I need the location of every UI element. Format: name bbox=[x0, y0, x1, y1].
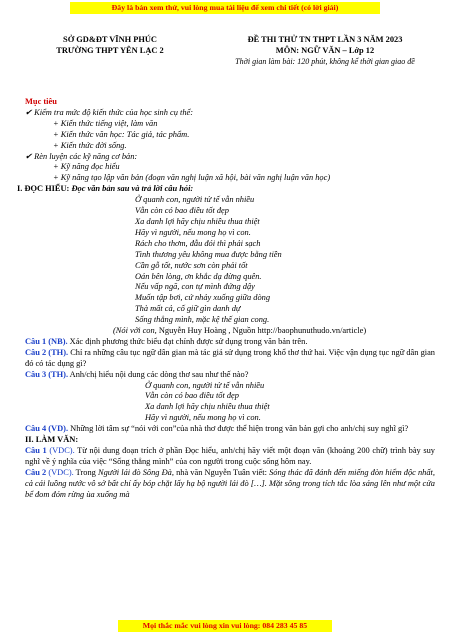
question-label: Câu 1 bbox=[25, 446, 47, 455]
question-text: Chỉ ra những câu tục ngữ dân gian mà tác giả sử dụng trong khổ thơ thứ hai. Việc vận dụng tục ngữ dân gian đó có tác dụng gì? bbox=[25, 347, 435, 368]
objective-subitem: + Kiến thức tiếng việt, làm văn bbox=[53, 118, 158, 128]
contact-footer: Mọi thắc mắc vui lòng xin vui lòng: 084 283 45 85 bbox=[118, 620, 332, 632]
question-text: Trong bbox=[73, 467, 98, 477]
poem-line: Xa danh lợi hãy chịu nhiều thua thiệt bbox=[145, 402, 270, 412]
exam-title: ĐỀ THI THỬ TN THPT LẦN 3 NĂM 2023 bbox=[247, 35, 403, 44]
poem-line: Hãy vì người, nếu mong họ vì con. bbox=[145, 413, 261, 423]
poem-line: Nếu vấp ngã, con tự mình đứng dậy bbox=[135, 282, 255, 292]
source-detail: Nguyễn Huy Hoàng , Nguồn http://baophunuthudo.vn/article) bbox=[156, 326, 367, 336]
question-4 bbox=[25, 424, 435, 435]
poem-line: Cần gỗ tốt, nước sơn còn phải tốt bbox=[135, 260, 248, 270]
question-2 bbox=[25, 348, 435, 370]
reading-instruction: Đọc văn bản sau và trả lời câu hỏi: bbox=[71, 184, 194, 194]
reading-label: I. ĐỌC HIỂU: bbox=[17, 184, 70, 194]
exam-time: Thời gian làm bài: 120 phút, không kể thời gian giao đề bbox=[235, 57, 415, 66]
question-3 bbox=[25, 370, 435, 381]
question-text: Từ nội dung đoạn trích ở phần Đọc hiểu, anh/chị hãy viết một đoạn văn (khoảng 200 chữ) trình bày suy nghĩ về ý nghĩa của việc “Sống thẳng mình” của con người trong cuộc sống hôm nay. bbox=[25, 446, 435, 466]
poem-source bbox=[25, 326, 435, 337]
exam-header bbox=[205, 34, 445, 67]
poem-line: Vẫn còn có bao điều tốt đẹp bbox=[135, 206, 229, 216]
objective-item: ✔ Kiểm tra mức độ kiến thức của học sinh cụ thể: bbox=[25, 107, 194, 117]
preview-banner: Đây là bản xem thử, vui lòng mua tài liệu để xem chi tiết (có lời giải) bbox=[70, 2, 380, 14]
poem-line: Thà mất cả, cố giữ gìn danh dự bbox=[135, 304, 241, 314]
poem-line: Sống thẳng mình, mặc kệ thế gian cong. bbox=[135, 315, 270, 325]
reading-section-heading bbox=[17, 184, 435, 195]
objective-subitem: + Kiến thức đời sống. bbox=[53, 140, 127, 150]
poem-line: Xa danh lợi hãy chịu nhiều thua thiệt bbox=[135, 216, 260, 226]
question-label: Câu 2 (TH). bbox=[25, 347, 69, 357]
question-tag: (VDC). bbox=[46, 467, 74, 477]
question-text: , nhà văn Nguyễn Tuân viết: bbox=[171, 467, 270, 477]
department-name: SỞ GD&ĐT VĨNH PHÚC bbox=[63, 35, 157, 44]
work-title: Người lái đò Sông Đà bbox=[97, 467, 172, 477]
poem-line: Ở quanh con, người tử tế vẫn nhiều bbox=[145, 380, 265, 390]
school-name: TRƯỜNG THPT YÊN LẠC 2 bbox=[56, 46, 164, 55]
question-label: Câu 3 (TH). bbox=[25, 369, 69, 379]
question-1 bbox=[25, 337, 435, 348]
question-label: Câu 1 (NB). bbox=[25, 336, 68, 346]
essay-question-2 bbox=[25, 468, 435, 501]
exam-body bbox=[17, 97, 435, 501]
writing-section-heading: II. LÀM VĂN: bbox=[25, 435, 79, 445]
objective-subitem: + Kỹ năng đọc hiểu bbox=[53, 162, 120, 172]
exam-subject: MÔN: NGỮ VĂN – Lớp 12 bbox=[275, 46, 375, 55]
poem-line: Hãy vì người, nếu mong họ vì con. bbox=[135, 227, 251, 237]
objective-subitem: + Kiến thức văn học: Tác giả, tác phẩm. bbox=[53, 129, 190, 139]
question-text: Anh/chị hiểu nội dung các dòng thơ sau như thế nào? bbox=[68, 369, 249, 379]
poem-line: Vẫn còn có bao điều tốt đẹp bbox=[145, 391, 239, 401]
poem bbox=[25, 195, 435, 326]
poem-line: Ở quanh con, người tử tế vẫn nhiều bbox=[135, 195, 255, 205]
essay-question-1 bbox=[25, 446, 435, 468]
objectives-heading: Mục tiêu bbox=[25, 97, 57, 106]
poem-line: Oán bên lòng, ơn khắc dạ đừng quên. bbox=[135, 271, 262, 281]
objective-item: ✔ Rèn luyện các kỹ năng cơ bản: bbox=[25, 151, 138, 161]
quoted-poem bbox=[25, 381, 435, 425]
poem-line: Tình thương yêu không mua được bằng tiền bbox=[135, 249, 282, 259]
question-text: Xác định phương thức biểu đạt chính được sử dụng trong văn bản trên. bbox=[67, 336, 308, 346]
quoted-passage: Sóng thác đã đánh đến miếng đòn hiểm độc nhất, cả cái luồng nước vô sở bất chí ấy bóp chặt lấy hạ bộ người lái đò […]. Mặt sông trong tích tắc lòa sáng lên như một cửa bể đom đóm rừng ùa xuống mà bbox=[25, 467, 435, 499]
question-text: Những lời tâm sự “nói với con”của nhà thơ được thể hiện trong văn bản gợi cho anh/chị suy nghĩ gì? bbox=[68, 424, 409, 434]
source-work: (Nói với con, bbox=[113, 326, 157, 336]
poem-line: Rách cho thơm, đẫu đói thì phải sạch bbox=[135, 238, 261, 248]
question-label: Câu 4 (VD). bbox=[25, 424, 69, 434]
school-header bbox=[20, 34, 200, 56]
question-label: Câu 2 bbox=[25, 467, 47, 477]
poem-line: Muốn tập bơi, cứ nhảy xuống giữa dòng bbox=[135, 293, 271, 303]
question-tag: (VDC). bbox=[46, 446, 75, 455]
objective-subitem: + Kỹ năng tạo lập văn bản (đoạn văn nghị luận xã hội, bài văn nghị luận văn học) bbox=[53, 173, 331, 183]
